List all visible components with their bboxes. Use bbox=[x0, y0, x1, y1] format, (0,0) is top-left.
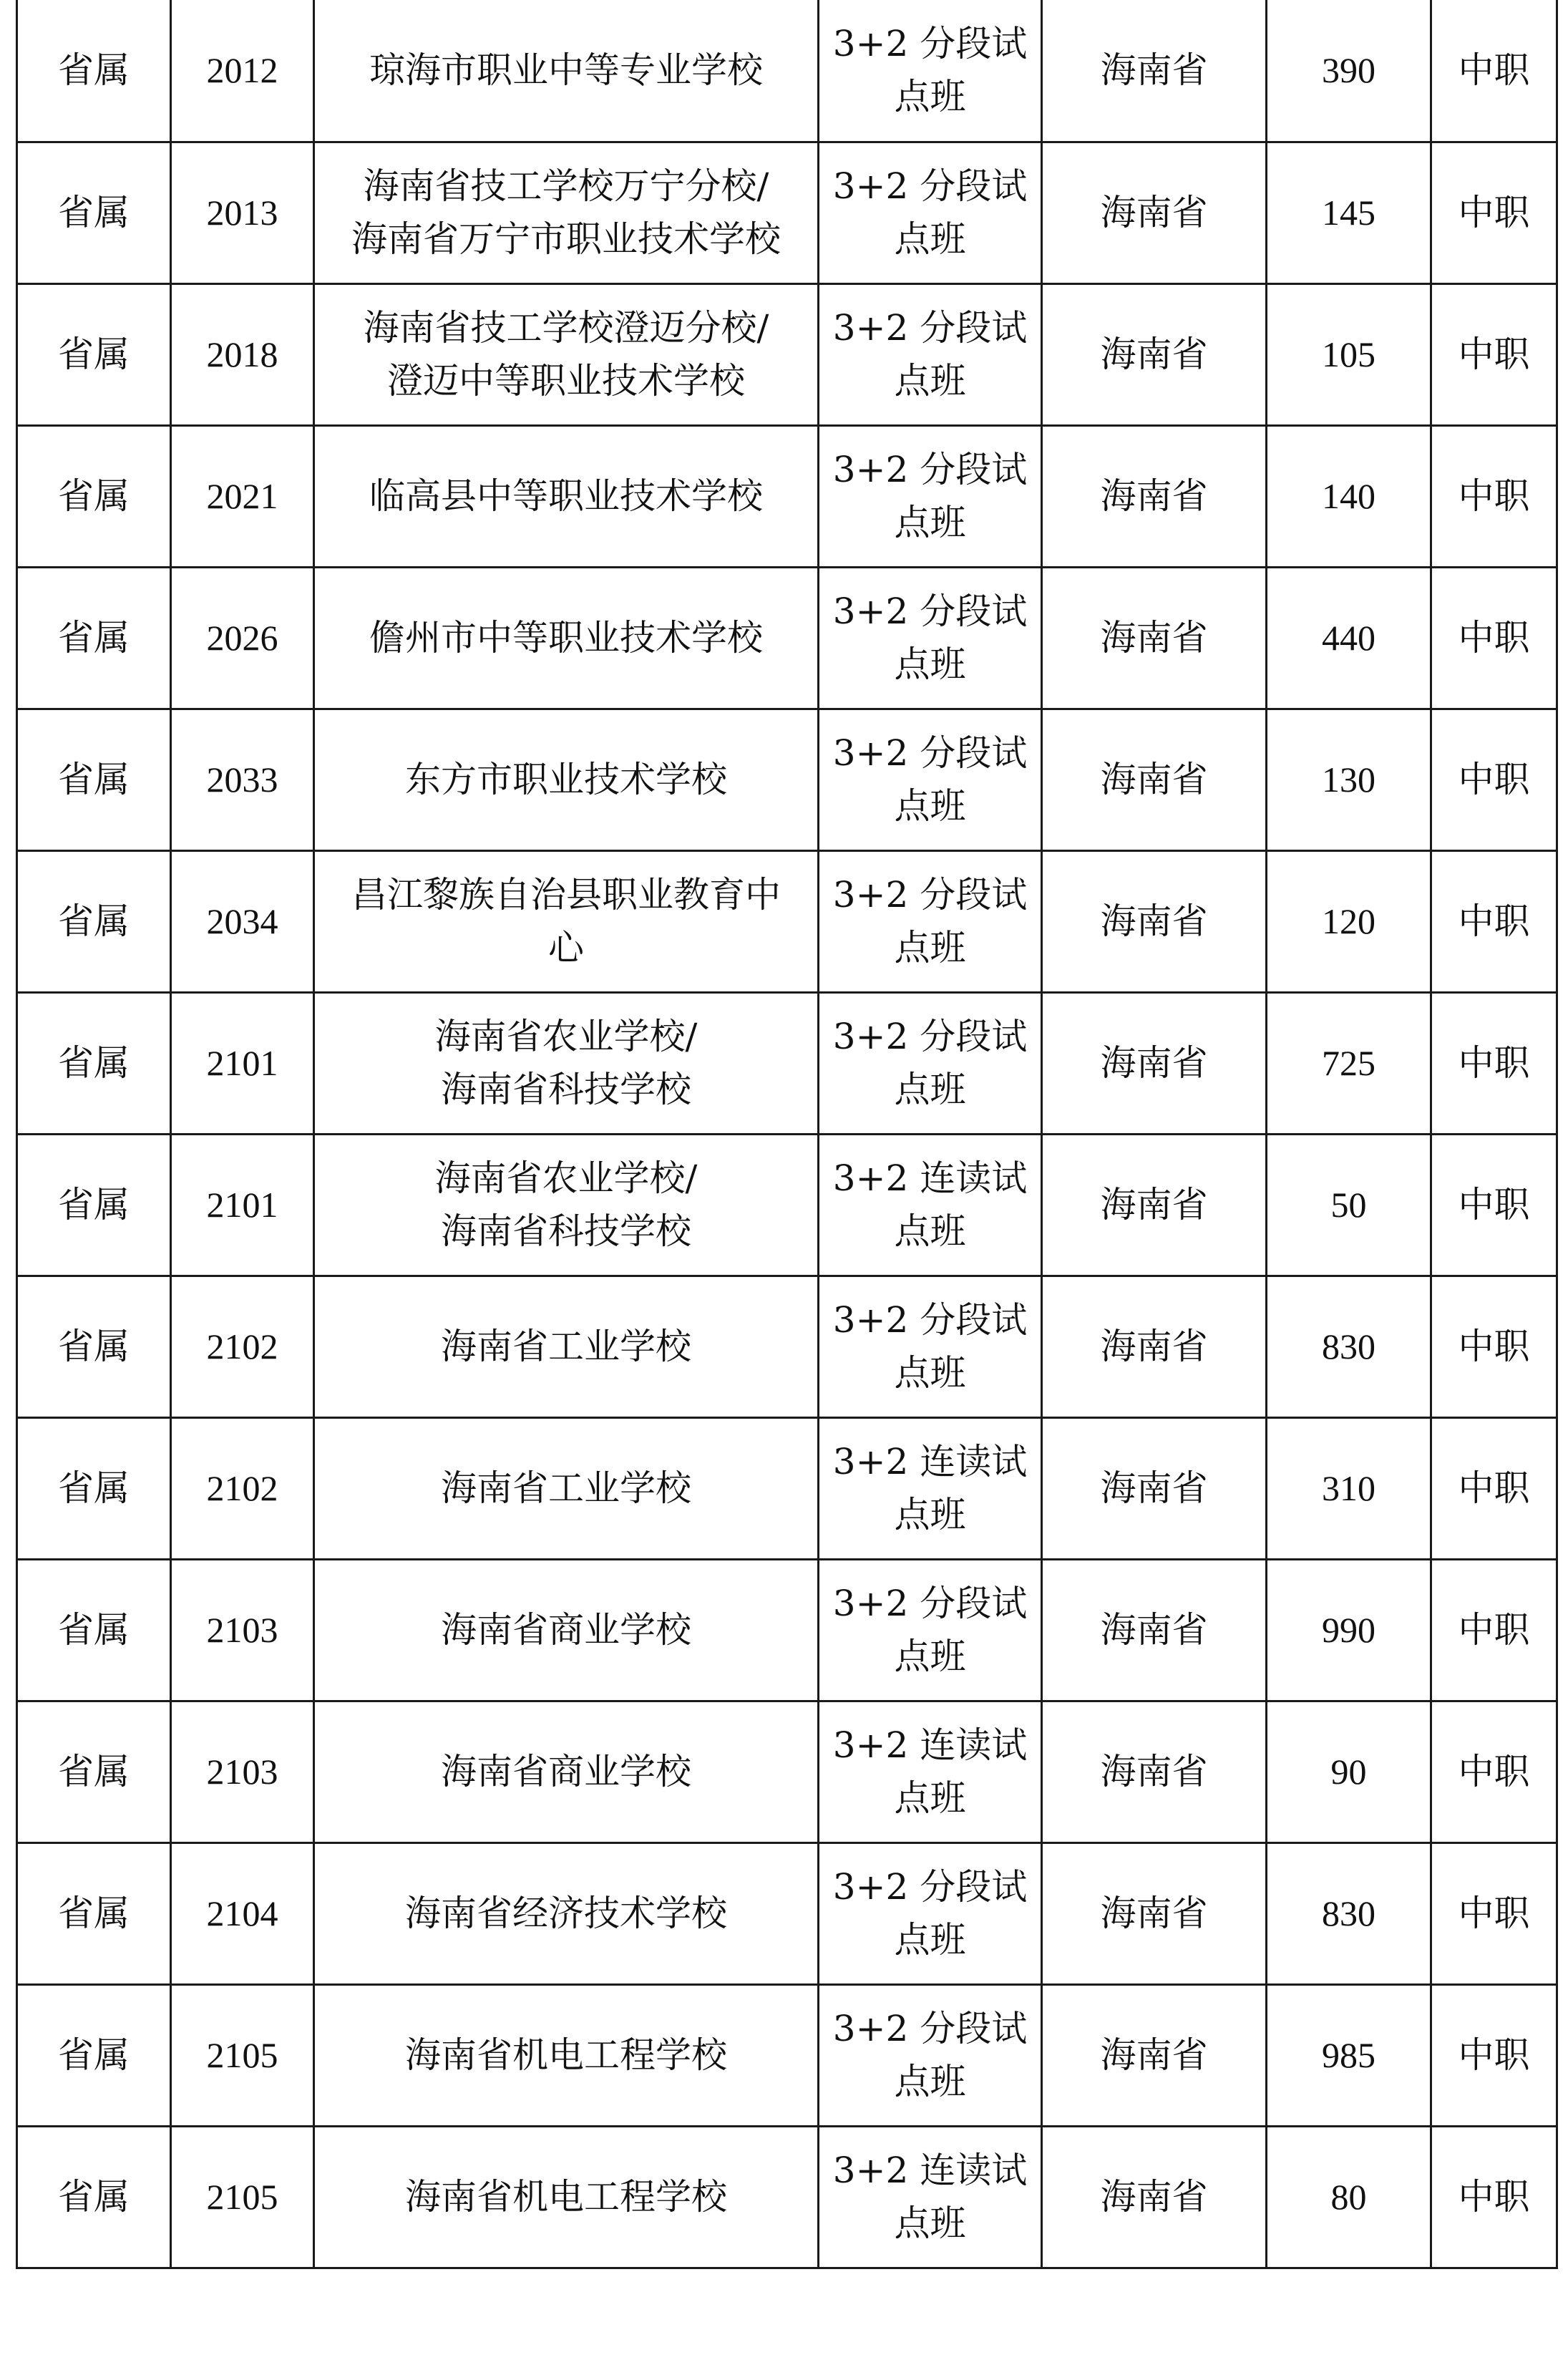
code-cell: 2018 bbox=[171, 283, 314, 425]
province-cell: 海南省 bbox=[1042, 1842, 1267, 1984]
province-cell: 海南省 bbox=[1042, 709, 1267, 850]
program-cell: 3+2 分段试 点班 bbox=[819, 992, 1042, 1134]
type-cell: 中职 bbox=[1431, 0, 1557, 142]
code-cell: 2105 bbox=[171, 2126, 314, 2268]
province-cell: 海南省 bbox=[1042, 283, 1267, 425]
province-cell: 海南省 bbox=[1042, 992, 1267, 1134]
level-cell: 省属 bbox=[17, 1417, 171, 1559]
type-cell: 中职 bbox=[1431, 850, 1557, 992]
table-row bbox=[17, 425, 1557, 567]
code-cell: 2021 bbox=[171, 425, 314, 567]
code-cell: 2102 bbox=[171, 1276, 314, 1417]
program-cell: 3+2 连读试 点班 bbox=[819, 1134, 1042, 1276]
type-cell: 中职 bbox=[1431, 1276, 1557, 1417]
table-row bbox=[17, 850, 1557, 992]
type-cell: 中职 bbox=[1431, 1984, 1557, 2126]
table-row bbox=[17, 992, 1557, 1134]
code-cell: 2102 bbox=[171, 1417, 314, 1559]
program-cell: 3+2 分段试 点班 bbox=[819, 142, 1042, 283]
school-cell: 海南省工业学校 bbox=[314, 1276, 819, 1417]
plan-cell: 390 bbox=[1267, 0, 1431, 142]
table-row bbox=[17, 1559, 1557, 1701]
table-row bbox=[17, 1134, 1557, 1276]
type-cell: 中职 bbox=[1431, 1417, 1557, 1559]
table-row bbox=[17, 567, 1557, 709]
level-cell: 省属 bbox=[17, 1984, 171, 2126]
school-cell: 海南省工业学校 bbox=[314, 1417, 819, 1559]
code-cell: 2101 bbox=[171, 1134, 314, 1276]
province-cell: 海南省 bbox=[1042, 2126, 1267, 2268]
code-cell: 2033 bbox=[171, 709, 314, 850]
program-cell: 3+2 分段试 点班 bbox=[819, 1276, 1042, 1417]
school-cell: 海南省技工学校万宁分校/ 海南省万宁市职业技术学校 bbox=[314, 142, 819, 283]
school-cell: 海南省商业学校 bbox=[314, 1559, 819, 1701]
code-cell: 2034 bbox=[171, 850, 314, 992]
school-cell: 海南省商业学校 bbox=[314, 1701, 819, 1842]
table-row bbox=[17, 283, 1557, 425]
program-cell: 3+2 连读试 点班 bbox=[819, 1417, 1042, 1559]
program-cell: 3+2 分段试 点班 bbox=[819, 283, 1042, 425]
level-cell: 省属 bbox=[17, 709, 171, 850]
level-cell: 省属 bbox=[17, 1559, 171, 1701]
plan-cell: 990 bbox=[1267, 1559, 1431, 1701]
type-cell: 中职 bbox=[1431, 142, 1557, 283]
province-cell: 海南省 bbox=[1042, 1559, 1267, 1701]
province-cell: 海南省 bbox=[1042, 1276, 1267, 1417]
plan-cell: 440 bbox=[1267, 567, 1431, 709]
program-cell: 3+2 分段试 点班 bbox=[819, 1984, 1042, 2126]
province-cell: 海南省 bbox=[1042, 1134, 1267, 1276]
plan-cell: 145 bbox=[1267, 142, 1431, 283]
level-cell: 省属 bbox=[17, 425, 171, 567]
province-cell: 海南省 bbox=[1042, 1701, 1267, 1842]
program-cell: 3+2 分段试 点班 bbox=[819, 709, 1042, 850]
level-cell: 省属 bbox=[17, 1134, 171, 1276]
type-cell: 中职 bbox=[1431, 992, 1557, 1134]
level-cell: 省属 bbox=[17, 850, 171, 992]
table-row bbox=[17, 2126, 1557, 2268]
school-cell: 琼海市职业中等专业学校 bbox=[314, 0, 819, 142]
program-cell: 3+2 分段试 点班 bbox=[819, 567, 1042, 709]
code-cell: 2103 bbox=[171, 1701, 314, 1842]
school-cell: 昌江黎族自治县职业教育中 心 bbox=[314, 850, 819, 992]
school-cell: 海南省机电工程学校 bbox=[314, 2126, 819, 2268]
plan-cell: 120 bbox=[1267, 850, 1431, 992]
plan-cell: 90 bbox=[1267, 1701, 1431, 1842]
code-cell: 2105 bbox=[171, 1984, 314, 2126]
type-cell: 中职 bbox=[1431, 425, 1557, 567]
province-cell: 海南省 bbox=[1042, 0, 1267, 142]
program-cell: 3+2 分段试 点班 bbox=[819, 425, 1042, 567]
enrollment-table bbox=[16, 0, 1558, 2269]
level-cell: 省属 bbox=[17, 567, 171, 709]
type-cell: 中职 bbox=[1431, 1701, 1557, 1842]
level-cell: 省属 bbox=[17, 992, 171, 1134]
plan-cell: 310 bbox=[1267, 1417, 1431, 1559]
table-row bbox=[17, 1984, 1557, 2126]
level-cell: 省属 bbox=[17, 1842, 171, 1984]
table-row bbox=[17, 1842, 1557, 1984]
program-cell: 3+2 分段试 点班 bbox=[819, 850, 1042, 992]
plan-cell: 50 bbox=[1267, 1134, 1431, 1276]
table-row bbox=[17, 1276, 1557, 1417]
program-cell: 3+2 分段试 点班 bbox=[819, 1842, 1042, 1984]
school-cell: 海南省机电工程学校 bbox=[314, 1984, 819, 2126]
code-cell: 2101 bbox=[171, 992, 314, 1134]
type-cell: 中职 bbox=[1431, 2126, 1557, 2268]
program-cell: 3+2 连读试 点班 bbox=[819, 2126, 1042, 2268]
province-cell: 海南省 bbox=[1042, 850, 1267, 992]
school-cell: 海南省经济技术学校 bbox=[314, 1842, 819, 1984]
school-cell: 海南省技工学校澄迈分校/ 澄迈中等职业技术学校 bbox=[314, 283, 819, 425]
type-cell: 中职 bbox=[1431, 283, 1557, 425]
province-cell: 海南省 bbox=[1042, 1417, 1267, 1559]
level-cell: 省属 bbox=[17, 2126, 171, 2268]
province-cell: 海南省 bbox=[1042, 567, 1267, 709]
plan-cell: 130 bbox=[1267, 709, 1431, 850]
province-cell: 海南省 bbox=[1042, 425, 1267, 567]
type-cell: 中职 bbox=[1431, 1134, 1557, 1276]
plan-cell: 80 bbox=[1267, 2126, 1431, 2268]
table-row bbox=[17, 1417, 1557, 1559]
plan-cell: 830 bbox=[1267, 1276, 1431, 1417]
table-row bbox=[17, 142, 1557, 283]
province-cell: 海南省 bbox=[1042, 1984, 1267, 2126]
type-cell: 中职 bbox=[1431, 1559, 1557, 1701]
program-cell: 3+2 连读试 点班 bbox=[819, 1701, 1042, 1842]
school-cell: 海南省农业学校/ 海南省科技学校 bbox=[314, 1134, 819, 1276]
level-cell: 省属 bbox=[17, 1701, 171, 1842]
code-cell: 2104 bbox=[171, 1842, 314, 1984]
program-cell: 3+2 分段试 点班 bbox=[819, 1559, 1042, 1701]
type-cell: 中职 bbox=[1431, 709, 1557, 850]
code-cell: 2026 bbox=[171, 567, 314, 709]
level-cell: 省属 bbox=[17, 0, 171, 142]
plan-cell: 105 bbox=[1267, 283, 1431, 425]
school-cell: 东方市职业技术学校 bbox=[314, 709, 819, 850]
plan-cell: 985 bbox=[1267, 1984, 1431, 2126]
code-cell: 2013 bbox=[171, 142, 314, 283]
table-body bbox=[17, 0, 1557, 2268]
type-cell: 中职 bbox=[1431, 1842, 1557, 1984]
level-cell: 省属 bbox=[17, 283, 171, 425]
code-cell: 2012 bbox=[171, 0, 314, 142]
plan-cell: 725 bbox=[1267, 992, 1431, 1134]
level-cell: 省属 bbox=[17, 142, 171, 283]
program-cell: 3+2 分段试 点班 bbox=[819, 0, 1042, 142]
level-cell: 省属 bbox=[17, 1276, 171, 1417]
school-cell: 临高县中等职业技术学校 bbox=[314, 425, 819, 567]
table-row bbox=[17, 0, 1557, 142]
province-cell: 海南省 bbox=[1042, 142, 1267, 283]
school-cell: 海南省农业学校/ 海南省科技学校 bbox=[314, 992, 819, 1134]
plan-cell: 830 bbox=[1267, 1842, 1431, 1984]
school-cell: 儋州市中等职业技术学校 bbox=[314, 567, 819, 709]
code-cell: 2103 bbox=[171, 1559, 314, 1701]
table-row bbox=[17, 1701, 1557, 1842]
plan-cell: 140 bbox=[1267, 425, 1431, 567]
table-row bbox=[17, 709, 1557, 850]
type-cell: 中职 bbox=[1431, 567, 1557, 709]
